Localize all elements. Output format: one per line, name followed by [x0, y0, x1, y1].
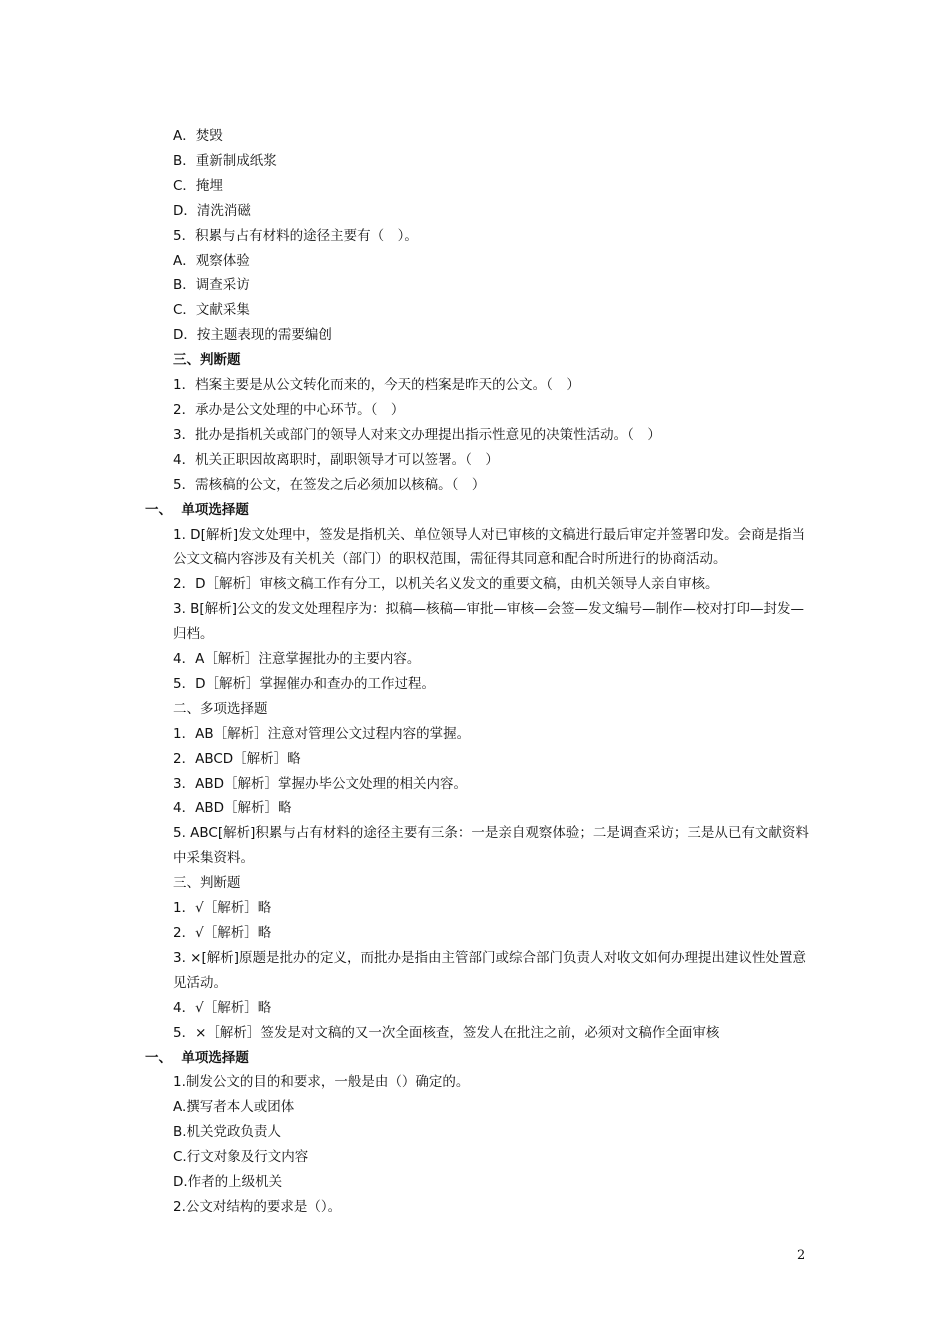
- text-line: 5. ABC[解析]积累与占有材料的途径主要有三条：一是亲自观察体验；二是调查采访；三是从已有文献资料中采集资料。: [173, 825, 809, 867]
- text-line: 4．机关正职因故离职时，副职领导才可以签署。（ ）: [173, 451, 499, 468]
- text-line: 3．批办是指机关或部门的领导人对来文办理提出指示性意见的决策性活动。（ ）: [173, 426, 661, 443]
- text-line: 5．需核稿的公文，在签发之后必须加以核稿。（ ）: [173, 476, 486, 493]
- text-line: 1.制发公文的目的和要求，一般是由（）确定的。: [173, 1074, 470, 1091]
- text-line: 1．AB［解析］注意对管理公文过程内容的掌握。: [173, 725, 471, 742]
- text-line: 三、判断题: [173, 875, 241, 892]
- text-line: D．清洗消磁: [173, 202, 251, 219]
- text-line: 2．D［解析］审核文稿工作有分工，以机关名义发文的重要文稿，由机关领导人亲自审核。: [173, 576, 719, 593]
- text-line: 5．D［解析］掌握催办和查办的工作过程。: [173, 675, 435, 692]
- text-line: 4．√［解析］略: [173, 999, 272, 1016]
- text-line: 4．ABD［解析］略: [173, 800, 292, 817]
- text-line: 一、 单项选择题: [145, 501, 249, 518]
- text-line: 三、判断题: [173, 352, 241, 369]
- text-line: A.撰写者本人或团体: [173, 1099, 295, 1116]
- text-line: B．调查采访: [173, 277, 250, 294]
- text-line: 5．×［解析］签发是对文稿的又一次全面核查，签发人在批注之前，必须对文稿作全面审核: [173, 1024, 720, 1041]
- text-line: 一、 单项选择题: [145, 1049, 249, 1066]
- text-line: 3. ×[解析]原题是批办的定义，而批办是指由主管部门或综合部门负责人对收文如何办理提出建议性处置意见活动。: [173, 949, 807, 991]
- text-line: C．文献采集: [173, 302, 250, 319]
- text-line: 4．A［解析］注意掌握批办的主要内容。: [173, 651, 421, 668]
- document-body: [145, 124, 813, 1220]
- text-line: D．按主题表现的需要编创: [173, 327, 332, 344]
- text-line: 2.公文对结构的要求是（）。: [173, 1198, 342, 1215]
- text-line: 3. B[解析]公文的发文处理程序为：拟稿—核稿—审批—审核—会签—发文编号—制作—校对打印—封发—归档。: [173, 601, 804, 643]
- text-line: C．掩埋: [173, 177, 223, 194]
- text-line: D.作者的上级机关: [173, 1174, 283, 1191]
- text-line: 2．√［解析］略: [173, 925, 272, 941]
- text-line: A．焚毁: [173, 128, 223, 144]
- text-line: B．重新制成纸浆: [173, 152, 277, 169]
- text-line: 1．√［解析］略: [173, 900, 272, 917]
- text-line: 二、多项选择题: [173, 700, 268, 717]
- text-line: 5．积累与占有材料的途径主要有（ ）。: [173, 227, 418, 244]
- text-line: 2．ABCD［解析］略: [173, 750, 301, 767]
- page-number: 2: [797, 1248, 806, 1263]
- text-line: 3．ABD［解析］掌握办毕公文处理的相关内容。: [173, 775, 467, 792]
- text-line: 1．档案主要是从公文转化而来的，今天的档案是昨天的公文。（ ）: [173, 377, 580, 394]
- text-line: 1. D[解析]发文处理中，签发是指机关、单位领导人对已审核的文稿进行最后审定并签署印发。会商是指当公文文稿内容涉及有关机关（部门）的职权范围，需征得其同意和配合时所进行的协商活动。: [173, 526, 806, 568]
- text-line: C.行文对象及行文内容: [173, 1149, 309, 1166]
- text-line: A．观察体验: [173, 252, 250, 269]
- text-line: B.机关党政负责人: [173, 1124, 282, 1141]
- text-line: 2．承办是公文处理的中心环节。（ ）: [173, 401, 405, 418]
